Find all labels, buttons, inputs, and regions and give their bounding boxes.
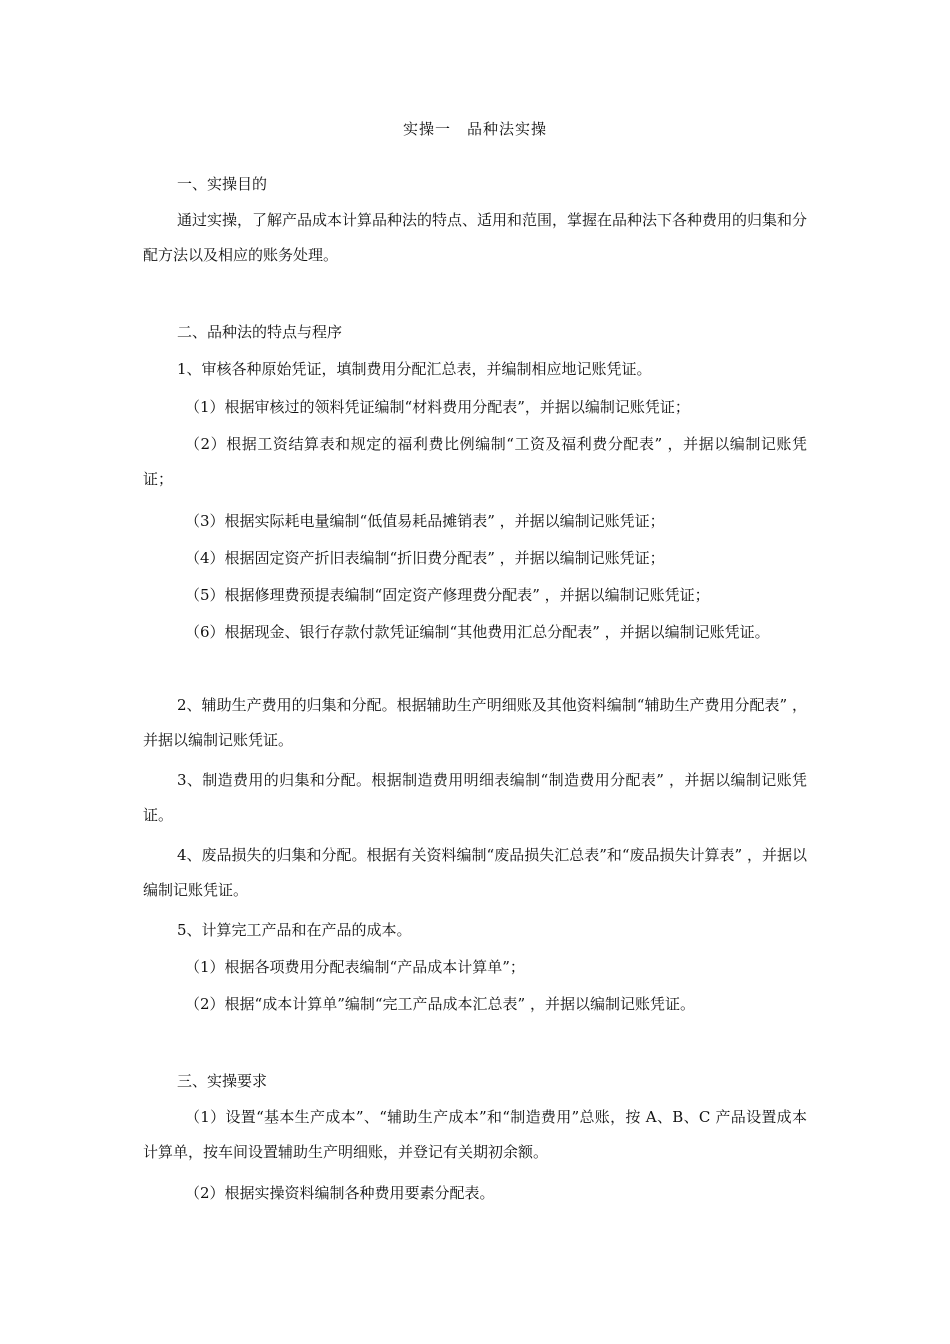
section-heading-purpose: 一、实操目的 — [177, 175, 268, 193]
paragraph-step-2: 2、辅助生产费用的归集和分配。根据辅助生产明细账及其他资料编制“辅助生产费用分配表” ，并据以编制记账凭证。 — [143, 696, 807, 749]
paragraph-step-4: 4、废品损失的归集和分配。根据有关资料编制“废品损失汇总表”和“废品损失计算表” ，并据以编制记账凭证。 — [143, 846, 807, 899]
paragraph-step-5: 5、计算完工产品和在产品的成本。 — [177, 921, 412, 939]
paragraph-step-1: 1、审核各种原始凭证，填制费用分配汇总表，并编制相应地记账凭证。 — [177, 360, 652, 378]
paragraph-step-1-6: （6）根据现金、银行存款付款凭证编制“其他费用汇总分配表” ，并据以编制记账凭证。 — [185, 623, 770, 641]
paragraph-step-1-3: （3）根据实际耗电量编制“低值易耗品摊销表” ，并据以编制记账凭证； — [185, 512, 665, 530]
paragraph-step-1-1: （1）根据审核过的领料凭证编制“材料费用分配表”，并据以编制记账凭证； — [185, 398, 690, 416]
paragraph-step-3: 3、制造费用的归集和分配。根据制造费用明细表编制“制造费用分配表” ，并据以编制记账凭证。 — [143, 771, 807, 824]
paragraph-step-1-5: （5）根据修理费预提表编制“固定资产修理费分配表” ，并据以编制记账凭证； — [185, 586, 710, 604]
document-title: 实操一 品种法实操 — [402, 120, 547, 138]
paragraph-requirement-1: （1）设置“基本生产成本”、“辅助生产成本”和“制造费用”总账，按 A、B、C 产品设置成本计算单，按车间设置辅助生产明细账，并登记有关期初余额。 — [143, 1108, 807, 1161]
paragraph-step-1-2: （2）根据工资结算表和规定的福利费比例编制“工资及福利费分配表” ，并据以编制记账凭证； — [143, 435, 807, 488]
paragraph-purpose: 通过实操，了解产品成本计算品种法的特点、适用和范围，掌握在品种法下各种费用的归集和分配方法以及相应的账务处理。 — [143, 211, 808, 264]
paragraph-requirement-2: （2）根据实操资料编制各种费用要素分配表。 — [185, 1184, 495, 1202]
section-heading-requirements: 三、实操要求 — [177, 1072, 268, 1090]
paragraph-step-5-1: （1）根据各项费用分配表编制“产品成本计算单”； — [185, 958, 525, 976]
section-heading-procedure: 二、品种法的特点与程序 — [177, 323, 343, 341]
paragraph-step-1-4: （4）根据固定资产折旧表编制“折旧费分配表” ，并据以编制记账凭证； — [185, 549, 665, 567]
paragraph-step-5-2: （2）根据“成本计算单”编制“完工产品成本汇总表” ，并据以编制记账凭证。 — [185, 995, 695, 1013]
